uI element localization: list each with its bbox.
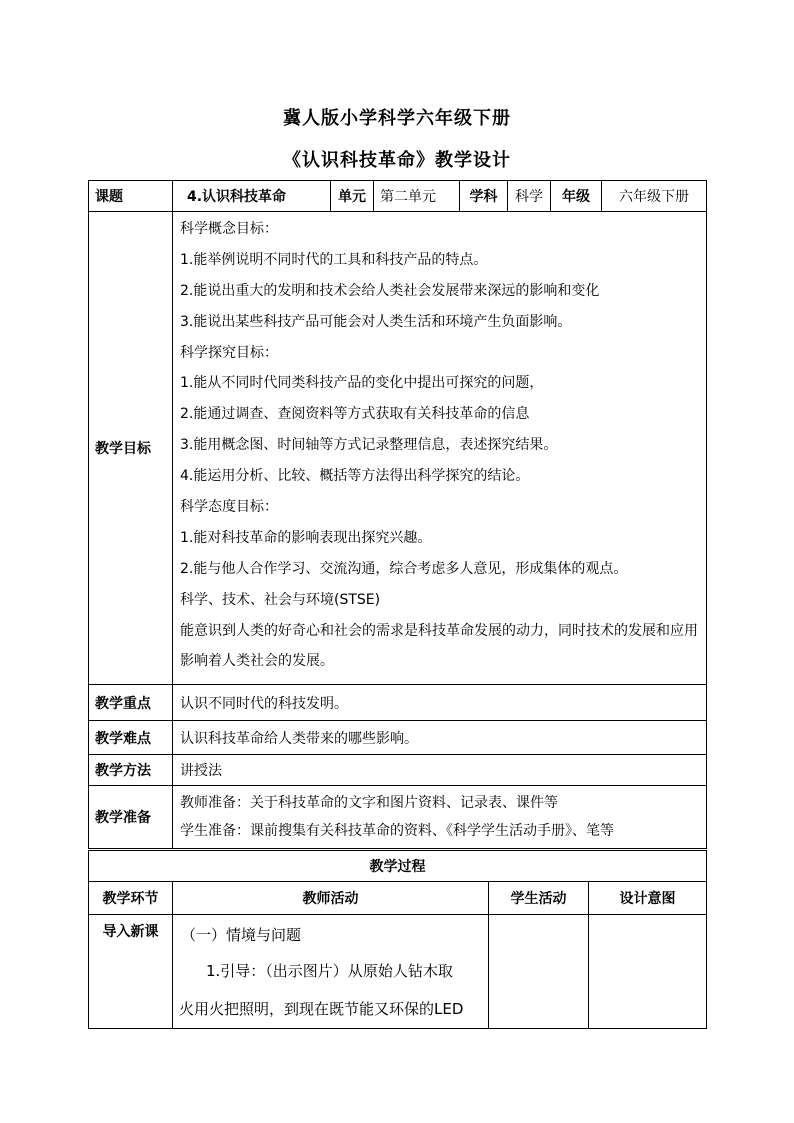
objective-line: 1.能举例说明不同时代的工具和科技产品的特点。 [180, 251, 488, 268]
objective-line: 科学、技术、社会与环境(STSE) [180, 591, 381, 608]
method-label: 教学方法 [89, 755, 173, 786]
document-subtitle: 《认识科技革命》教学设计 [283, 150, 511, 171]
objective-line: 科学探究目标： [180, 344, 278, 361]
subject-label: 学科 [460, 181, 508, 212]
difficulty-row [89, 721, 707, 755]
column-student-activity: 学生活动 [489, 882, 589, 915]
objective-line: 2.能通过调查、查阅资料等方式获取有关科技革命的信息 [180, 406, 530, 423]
method-value: 讲授法 [173, 755, 707, 786]
process-header: 教学过程 [89, 851, 707, 882]
teaching-process-table [88, 850, 707, 1029]
column-stage: 教学环节 [89, 882, 173, 915]
objective-line: 3.能用概念图、时间轴等方式记录整理信息，表述探究结果。 [180, 437, 558, 454]
grade-value: 六年级下册 [602, 181, 707, 212]
unit-label: 单元 [331, 181, 374, 212]
student-activity-cell [489, 915, 589, 1029]
objective-line: 1.能从不同时代同类科技产品的变化中提出可探究的问题， [180, 375, 544, 392]
activity-line: 1.引导：（出示图片）从原始人钻木取 [206, 962, 453, 980]
objectives-row [89, 212, 707, 685]
difficulty-label: 教学难点 [89, 721, 173, 755]
objectives-label: 教学目标 [89, 212, 173, 685]
teacher-preparation: 教师准备：关于科技革命的文字和图片资料、记录表、课件等 [180, 795, 558, 811]
column-teacher-activity: 教师活动 [173, 882, 489, 915]
key-point-label: 教学重点 [89, 685, 173, 721]
objective-line: 科学态度目标： [180, 499, 278, 516]
process-row [89, 915, 707, 1029]
activity-line: 火用火把照明，到现在既节能又环保的LED [179, 1000, 464, 1018]
method-row [89, 755, 707, 786]
topic-value: 4.认识科技革命 [173, 181, 331, 212]
student-preparation: 学生准备：课前搜集有关科技革命的资料、《科学学生活动手册》、笔等 [180, 823, 614, 839]
lesson-info-table [88, 180, 707, 849]
objective-line: 1.能对科技革命的影响表现出探究兴趣。 [180, 529, 432, 546]
preparation-label: 教学准备 [89, 786, 173, 849]
key-point-value: 认识不同时代的科技发明。 [173, 685, 707, 721]
difficulty-value: 认识科技革命给人类带来的哪些影响。 [173, 721, 707, 755]
grade-label: 年级 [551, 181, 602, 212]
unit-value: 第二单元 [374, 181, 460, 212]
subject-value: 科学 [508, 181, 551, 212]
objective-line: 3.能说出某些科技产品可能会对人类生活和环境产生负面影响。 [180, 313, 572, 330]
preparation-content [173, 786, 707, 849]
objective-line: 2.能说出重大的发明和技术会给人类社会发展带来深远的影响和变化 [180, 282, 600, 299]
objective-line: 4.能运用分析、比较、概括等方法得出科学探究的结论。 [180, 468, 530, 485]
preparation-row [89, 786, 707, 849]
topic-row [89, 181, 707, 212]
stage-cell: 导入新课 [89, 915, 173, 1029]
teacher-activity-cell [173, 915, 489, 1029]
objective-line: 科学概念目标： [180, 221, 278, 237]
objectives-content [173, 212, 707, 685]
activity-line: （一）情境与问题 [181, 926, 302, 944]
process-columns-row [89, 882, 707, 915]
objective-line: 2.能与他人合作学习、交流沟通，综合考虑多人意见，形成集体的观点。 [180, 560, 628, 577]
process-header-row [89, 851, 707, 882]
key-point-row [89, 685, 707, 721]
document-title: 冀人版小学科学六年级下册 [283, 108, 511, 129]
topic-label: 课题 [89, 181, 173, 212]
column-design-intent: 设计意图 [589, 882, 707, 915]
design-intent-cell [589, 915, 707, 1029]
stse-paragraph: 能意识到人类的好奇心和社会的需求是科技革命发展的动力，同时技术的发展和应用影响着人类社会的发展。 [180, 622, 698, 670]
